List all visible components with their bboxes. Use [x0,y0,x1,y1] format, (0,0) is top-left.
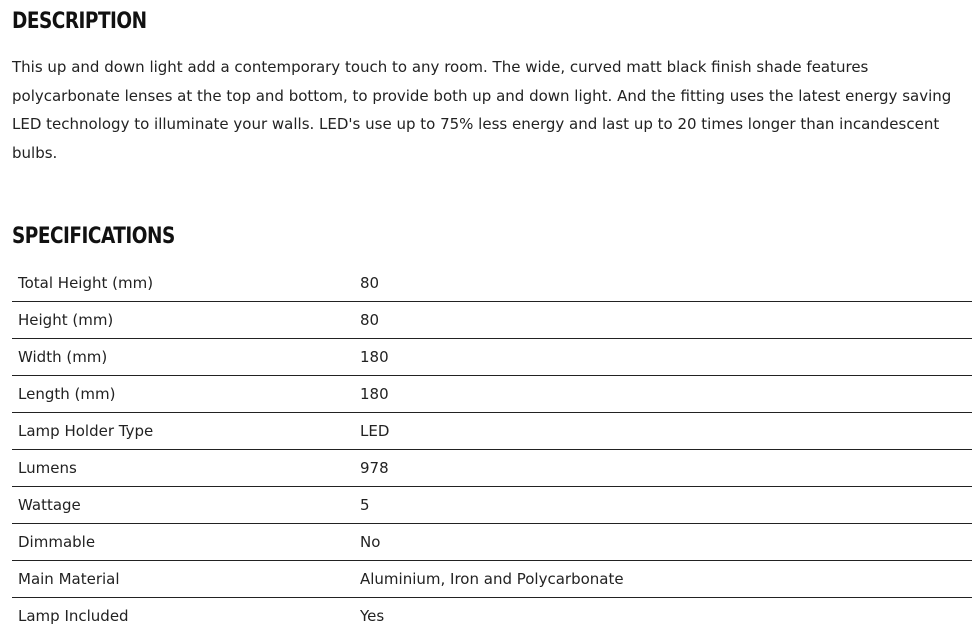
spec-label: Width (mm) [12,339,354,376]
spec-row [12,598,972,634]
product-details [12,0,972,634]
spec-row [12,265,972,302]
spec-value: 978 [354,450,972,487]
spec-row [12,487,972,524]
description-heading: DESCRIPTION [12,9,818,35]
spec-label: Main Material [12,561,354,598]
spec-value: 80 [354,302,972,339]
spec-value: 5 [354,487,972,524]
spec-row [12,339,972,376]
spec-label: Wattage [12,487,354,524]
specifications-table [12,265,972,634]
spec-label: Lamp Holder Type [12,413,354,450]
spec-label: Lumens [12,450,354,487]
spec-row [12,524,972,561]
specifications-heading: SPECIFICATIONS [12,224,818,250]
spec-value: 80 [354,265,972,302]
spec-row [12,413,972,450]
spec-value: LED [354,413,972,450]
spec-value: Aluminium, Iron and Polycarbonate [354,561,972,598]
spec-value: 180 [354,339,972,376]
spec-row [12,450,972,487]
spec-label: Lamp Included [12,598,354,634]
spec-row [12,561,972,598]
spec-label: Total Height (mm) [12,265,354,302]
spec-value: Yes [354,598,972,634]
spec-value: 180 [354,376,972,413]
spec-row [12,302,972,339]
spec-label: Length (mm) [12,376,354,413]
spec-label: Dimmable [12,524,354,561]
spec-label: Height (mm) [12,302,354,339]
spec-row [12,376,972,413]
spec-value: No [354,524,972,561]
description-text: This up and down light add a contemporary touch to any room. The wide, curved matt black finish shade features polycarbonate lenses at the top and bottom, to provide both up and down light. And the fitting uses the latest energy saving LED technology to illuminate your walls. LED's use up to 75% less energy and last up to 20 times longer than incandescent bulbs. [12,53,972,167]
